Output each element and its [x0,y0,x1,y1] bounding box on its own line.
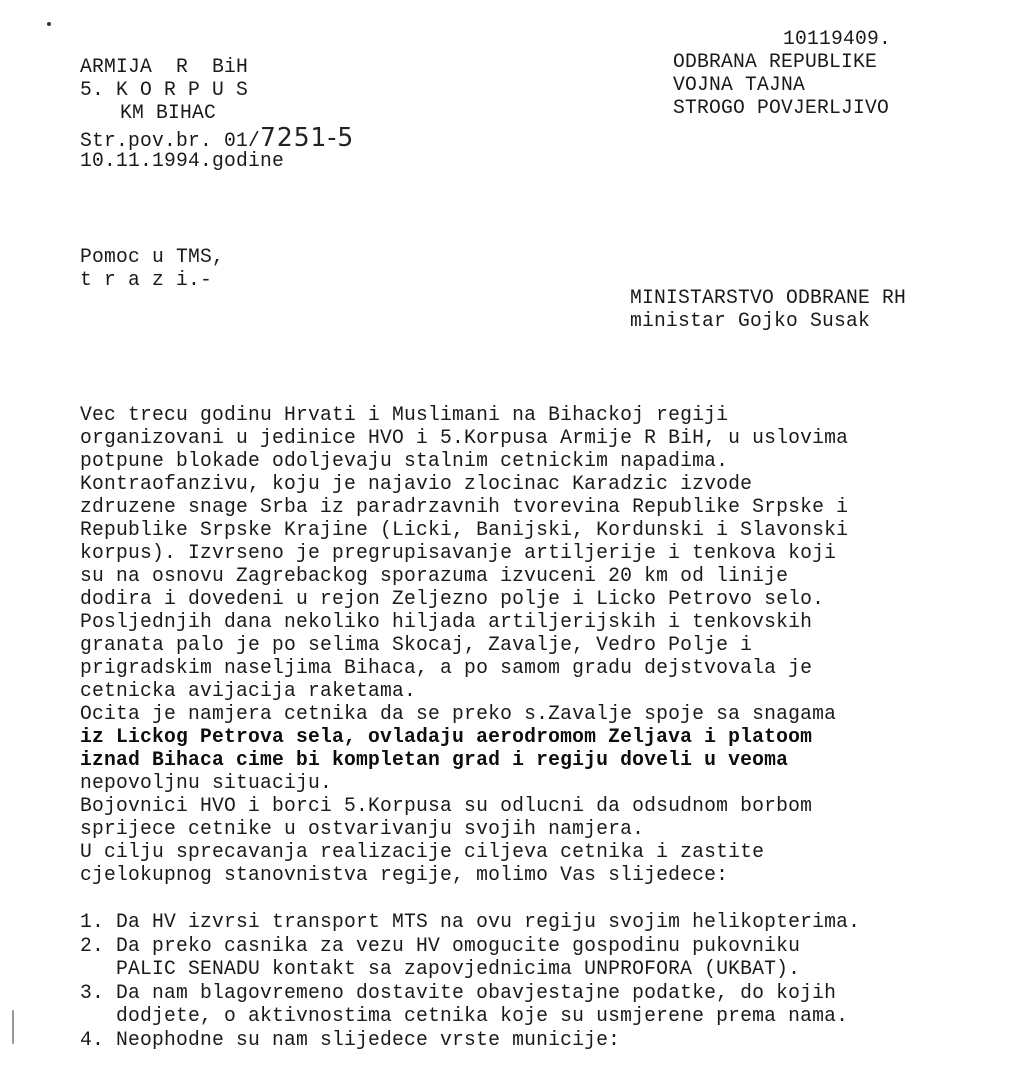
body-line: Vec trecu godinu Hrvati i Muslimani na Bihackoj regiji [80,404,729,427]
header-org: ARMIJA R BiH [80,56,249,79]
ref-handwritten-number: 7251-5 [260,123,355,153]
body-line: Republike Srpske Krajine (Licki, Banijski, Kordunski i Slavonski [80,519,849,542]
request-item: 2. Da preko casnika za vezu HV omogucite gospodinu pukovniku [80,935,801,958]
request-item-continued: dodjete, o aktivnostima cetnika koje su usmjerene prema nama. [80,1005,849,1028]
body-line: dodira i dovedeni u rejon Zeljezno polje i Licko Petrovo selo. [80,588,825,611]
classification-line-3: STROGO POVJERLJIVO [673,97,890,120]
body-line: cetnicka avijacija raketama. [80,680,417,703]
body-line: Posljednjih dana nekoliko hiljada artiljerijskih i tenkovskih [80,611,813,634]
body-line: zdruzene snage Srba iz paradrzavnih tvorevina Republike Srpske i [80,496,849,519]
classification-line-1: ODBRANA REPUBLIKE [673,51,878,74]
body-line: prigradskim naseljima Bihaca, a po samom gradu dejstvovala je [80,657,813,680]
request-item: 1. Da HV izvrsi transport MTS na ovu regiju svojim helikopterima. [80,911,861,934]
document-number: 10119409. [783,28,892,51]
request-item: 4. Neophodne su nam slijedece vrste municije: [80,1029,621,1052]
body-line: organizovani u jedinice HVO i 5.Korpusa Armije R BiH, u uslovima [80,427,849,450]
body-line: iznad Bihaca cime bi kompletan grad i regiju doveli u veoma [80,749,789,772]
recipient-line-2: ministar Gojko Susak [630,310,871,333]
subject-line-2: t r a z i.- [80,269,213,292]
body-line: U cilju sprecavanja realizacije ciljeva cetnika i zastite [80,841,765,864]
body-line: Ocita je namjera cetnika da se preko s.Zavalje spoje sa snagama [80,703,837,726]
body-line: Kontraofanzivu, koju je najavio zlocinac Karadzic izvode [80,473,753,496]
classification-line-2: VOJNA TAJNA [673,74,806,97]
recipient-line-1: MINISTARSTVO ODBRANE RH [630,287,907,310]
body-line: potpune blokade odoljevaju stalnim cetnickim napadima. [80,450,729,473]
scan-speck [47,22,51,26]
header-corps: 5. K O R P U S [80,79,249,102]
body-line: su na osnovu Zagrebackog sporazuma izvuceni 20 km od linije [80,565,789,588]
body-line: korpus). Izvrseno je pregrupisavanje artiljerije i tenkova koji [80,542,837,565]
body-line: Bojovnici HVO i borci 5.Korpusa su odlucni da odsudnom borbom [80,795,813,818]
body-line: sprijece cetnike u ostvarivanju svojih namjera. [80,818,645,841]
scan-mark [12,1010,14,1044]
request-item: 3. Da nam blagovremeno dostavite obavjestajne podatke, do kojih [80,982,837,1005]
header-date: 10.11.1994.godine [80,150,285,173]
ref-prefix: Str.pov.br. 01/ [80,130,261,153]
body-line: cjelokupnog stanovnistva regije, molimo Vas slijedece: [80,864,729,887]
body-line: granata palo je po selima Skocaj, Zavalje, Vedro Polje i [80,634,753,657]
body-line: iz Lickog Petrova sela, ovladaju aerodromom Zeljava i platoom [80,726,813,749]
subject-line-1: Pomoc u TMS, [80,246,225,269]
body-line: nepovoljnu situaciju. [80,772,333,795]
header-hq: KM BIHAC [120,102,217,125]
request-item-continued: PALIC SENADU kontakt sa zapovjednicima UNPROFORA (UKBAT). [80,958,801,981]
